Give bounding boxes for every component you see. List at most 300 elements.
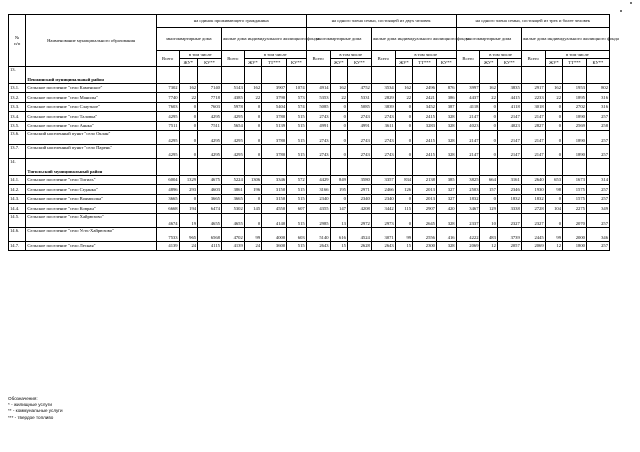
header-izhs-3: жилые дома индивидуального жилищного фонда (521, 28, 609, 51)
empty-cell (545, 67, 562, 84)
value-cell: 965 (179, 227, 197, 241)
value-cell: 7603 (198, 102, 222, 111)
value-cell: 2743 (306, 112, 330, 121)
empty-cell (221, 67, 244, 84)
value-cell: 3861 (221, 185, 244, 194)
value-cell: 0 (179, 102, 197, 111)
value-cell: 328 (436, 121, 456, 130)
row-number: 13.4. (9, 112, 26, 121)
value-cell: 4295 (198, 144, 222, 158)
header-tt: ТТ*** (262, 59, 287, 67)
value-cell: 2340 (306, 194, 330, 203)
value-cell: 0 (545, 213, 562, 227)
legend-notes (8, 396, 63, 421)
value-cell: 7140 (198, 84, 222, 93)
header-two-person-family: на одного члена семьи, состоящей из двух человек (306, 15, 456, 28)
value-cell: 4702 (221, 227, 244, 241)
empty-cell (306, 67, 330, 84)
value-cell: 1890 (563, 112, 587, 121)
settlement-name: Сельское поселение "село Усть-Хайрюзово" (26, 227, 156, 241)
value-cell: 1953 (563, 84, 587, 93)
value-cell: 2466 (371, 185, 395, 194)
value-cell: 0 (395, 121, 412, 130)
value-cell: 4674 (156, 213, 179, 227)
value-cell: 7740 (156, 93, 179, 102)
value-cell: 0 (545, 194, 562, 203)
value-cell: 3467 (456, 204, 480, 213)
empty-cell (287, 67, 307, 84)
value-cell: 0 (244, 121, 261, 130)
value-cell: 4295 (156, 144, 179, 158)
header-name: Наименование муниципального образования (26, 15, 156, 67)
tariff-table-sheet (8, 14, 619, 251)
empty-cell (371, 67, 395, 84)
settlement-name: Сельское поселение "село Хайрюзово" (26, 213, 156, 227)
table-row (9, 112, 610, 121)
settlement-name: Сельское поселение "село Седанка" (26, 185, 156, 194)
header-zhu: ЖУ* (480, 59, 497, 67)
value-cell: 4295 (221, 112, 244, 121)
value-cell: 574 (287, 102, 307, 111)
settlement-name: Сельское поселение "село Слаутное" (26, 102, 156, 111)
value-cell: 4208 (347, 204, 371, 213)
value-cell: 2340 (347, 194, 371, 203)
empty-cell (287, 158, 307, 175)
value-cell: 2147 (497, 144, 521, 158)
empty-cell (456, 158, 480, 175)
value-cell: 6004 (156, 175, 179, 184)
table-row (9, 102, 610, 111)
empty-cell (179, 158, 197, 175)
value-cell: 2421 (413, 93, 437, 102)
legend-tt: *** - твердое топливо (8, 414, 54, 420)
value-cell: 515 (287, 121, 307, 130)
value-cell: 2346 (497, 185, 521, 194)
value-cell: 2556 (413, 227, 437, 241)
value-cell: 1575 (563, 185, 587, 194)
value-cell: 0 (330, 144, 347, 158)
value-cell: 0 (545, 102, 562, 111)
value-cell: 4023 (497, 121, 521, 130)
value-cell: 2643 (371, 241, 395, 250)
value-cell: 616 (330, 227, 347, 241)
value-cell: 4655 (198, 213, 222, 227)
value-cell: 876 (436, 84, 456, 93)
row-number: 14.6. (9, 227, 26, 241)
value-cell: 162 (179, 84, 197, 93)
value-cell: 2415 (413, 130, 437, 144)
value-cell: 3665 (221, 194, 244, 203)
value-cell: 4118 (456, 102, 480, 111)
value-cell: 664 (480, 175, 497, 184)
value-cell: 328 (436, 241, 456, 250)
value-cell: 2985 (306, 213, 330, 227)
value-cell: 5139 (262, 121, 287, 130)
value-cell: 2569 (563, 121, 587, 130)
value-cell: 1895 (563, 93, 587, 102)
value-cell: 653 (545, 175, 562, 184)
value-cell: 349 (586, 204, 609, 213)
empty-cell (262, 67, 287, 84)
value-cell: 3018 (521, 102, 545, 111)
header-number: № п/п (9, 15, 26, 67)
value-cell: 4295 (198, 130, 222, 144)
empty-cell (347, 158, 371, 175)
value-cell: 328 (436, 112, 456, 121)
value-cell: 5978 (221, 102, 244, 111)
value-cell: 3835 (497, 84, 521, 93)
value-cell: 1800 (563, 241, 587, 250)
value-cell: 2415 (413, 112, 437, 121)
value-cell: 346 (586, 227, 609, 241)
header-including: в том числе (244, 51, 306, 59)
value-cell: 99 (395, 227, 412, 241)
row-number: 13.6. (9, 130, 26, 144)
value-cell: 0 (545, 112, 562, 121)
table-row (9, 93, 610, 102)
value-cell: 4295 (221, 144, 244, 158)
legend-title: Обозначения: (8, 396, 38, 401)
legend-zhu: * - жилищные услуги (8, 402, 52, 408)
value-cell: 126 (395, 185, 412, 194)
value-cell: 4655 (221, 213, 244, 227)
header-ku: КУ** (347, 59, 371, 67)
empty-cell (436, 158, 456, 175)
value-cell: 2147 (456, 130, 480, 144)
empty-cell (371, 158, 395, 175)
empty-cell (436, 67, 456, 84)
row-number: 14. (9, 158, 26, 175)
value-cell: 0 (545, 121, 562, 130)
header-zhu: ЖУ* (545, 59, 562, 67)
value-cell: 2327 (497, 213, 521, 227)
value-cell: 328 (436, 144, 456, 158)
value-cell: 2147 (497, 112, 521, 121)
header-total: Всего (221, 51, 244, 67)
value-cell: 257 (586, 130, 609, 144)
value-cell: 0 (179, 194, 197, 203)
value-cell: 3780 (262, 144, 287, 158)
value-cell: 4603 (198, 185, 222, 194)
value-cell: 1832 (456, 194, 480, 203)
empty-cell (179, 67, 197, 84)
value-cell: 2917 (521, 84, 545, 93)
row-number: 14.5. (9, 213, 26, 227)
value-cell: 4355 (306, 204, 330, 213)
value-cell: 316 (586, 102, 609, 111)
value-cell: 387 (436, 102, 456, 111)
empty-cell (198, 158, 222, 175)
value-cell: 2147 (456, 112, 480, 121)
value-cell: 1575 (563, 194, 587, 203)
value-cell: 7718 (198, 93, 222, 102)
header-zhu: ЖУ* (395, 59, 412, 67)
value-cell: 2971 (347, 185, 371, 194)
value-cell: 2147 (521, 144, 545, 158)
value-cell: 4675 (198, 175, 222, 184)
value-cell: 0 (330, 130, 347, 144)
header-including: в том числе (545, 51, 609, 59)
value-cell: 4140 (262, 213, 287, 227)
value-cell: 19 (179, 213, 197, 227)
value-cell: 0 (330, 102, 347, 111)
value-cell: 2340 (371, 194, 395, 203)
empty-cell (563, 67, 587, 84)
value-cell: 4139 (221, 241, 244, 250)
value-cell: 416 (436, 227, 456, 241)
settlement-name: Сельский населенный пункт "село Парень" (26, 144, 156, 158)
table-row (9, 185, 610, 194)
value-cell: 3600 (262, 241, 287, 250)
value-cell: 2138 (413, 175, 437, 184)
value-cell: 4295 (156, 112, 179, 121)
value-cell: 2069 (456, 241, 480, 250)
value-cell: 2327 (521, 213, 545, 227)
value-cell: 293 (179, 185, 197, 194)
value-cell: 5143 (221, 84, 244, 93)
header-single-citizen: на одинок проживающего гражданина (156, 15, 306, 28)
section-name: Пенжинский муниципальный район (26, 67, 156, 84)
header-ku: КУ** (497, 59, 521, 67)
value-cell: 386 (436, 93, 456, 102)
value-cell: 0 (395, 102, 412, 111)
settlement-name: Сельское поселение "село Лесная" (26, 241, 156, 250)
value-cell: 22 (395, 93, 412, 102)
value-cell: 3150 (262, 185, 287, 194)
tariff-table (8, 14, 619, 251)
value-cell: 7533 (156, 227, 179, 241)
value-cell: 3780 (262, 130, 287, 144)
empty-cell (497, 67, 521, 84)
value-cell: 2743 (347, 130, 371, 144)
value-cell: 3161 (497, 175, 521, 184)
row-number: 14.4. (9, 204, 26, 213)
header-mkd-3: многоквартирные дома (456, 28, 521, 51)
value-cell: 7603 (156, 102, 179, 111)
value-cell: 3839 (371, 102, 395, 111)
empty-cell (221, 158, 244, 175)
value-cell: 12 (545, 241, 562, 250)
value-cell: 2233 (521, 93, 545, 102)
value-cell: 2147 (521, 112, 545, 121)
settlement-name: Сельское поселение "село Аянка" (26, 121, 156, 130)
value-cell: 2013 (413, 185, 437, 194)
value-cell: 104 (545, 204, 562, 213)
value-cell: 0 (244, 112, 261, 121)
value-cell: 1890 (563, 130, 587, 144)
empty-cell (395, 158, 412, 175)
value-cell: 3611 (371, 121, 395, 130)
value-cell: 5302 (221, 204, 244, 213)
header-tt: ТТ*** (563, 59, 587, 67)
table-section-row (9, 67, 610, 84)
value-cell: 3997 (456, 84, 480, 93)
empty-cell (198, 67, 222, 84)
value-cell: 2013 (413, 194, 437, 203)
empty-cell (521, 67, 545, 84)
value-cell: 5331 (347, 93, 371, 102)
value-cell: 314 (586, 175, 609, 184)
row-number: 14.3. (9, 194, 26, 203)
header-mkd-1: многоквартирные дома (156, 28, 221, 51)
empty-cell (395, 67, 412, 84)
value-cell: 4295 (156, 130, 179, 144)
value-cell: 7302 (156, 84, 179, 93)
header-ku: КУ** (287, 59, 307, 67)
value-cell: 194 (179, 204, 197, 213)
settlement-name: Сельское поселение "село Манилы" (26, 93, 156, 102)
value-cell: 1930 (521, 185, 545, 194)
value-cell: 2743 (371, 112, 395, 121)
header-zhu: ЖУ* (330, 59, 347, 67)
value-cell: 10 (480, 213, 497, 227)
value-cell: 0 (330, 112, 347, 121)
header-including: в том числе (480, 51, 521, 59)
value-cell: 515 (287, 213, 307, 227)
empty-cell (521, 158, 545, 175)
row-number: 14.7. (9, 241, 26, 250)
row-number: 13. (9, 67, 26, 84)
value-cell: 4524 (347, 227, 371, 241)
value-cell: 22 (480, 93, 497, 102)
table-row (9, 227, 610, 241)
value-cell: 2070 (563, 213, 587, 227)
value-cell: 4429 (306, 175, 330, 184)
scan-speck (630, 2, 632, 4)
value-cell: 147 (330, 204, 347, 213)
value-cell: 0 (330, 194, 347, 203)
value-cell: 3071 (371, 227, 395, 241)
value-cell: 3283 (413, 121, 437, 130)
header-zhu: ЖУ* (244, 59, 261, 67)
table-row (9, 213, 610, 227)
value-cell: 802 (586, 84, 609, 93)
value-cell: 515 (287, 185, 307, 194)
value-cell: 4991 (347, 121, 371, 130)
header-including: в том числе (179, 51, 221, 59)
value-cell: 607 (287, 204, 307, 213)
value-cell: 2496 (413, 84, 437, 93)
header-total: Всего (456, 51, 480, 67)
value-cell: 2503 (456, 185, 480, 194)
header-ku: КУ** (436, 59, 456, 67)
value-cell: 196 (244, 185, 261, 194)
value-cell: 0 (244, 194, 261, 203)
empty-cell (545, 158, 562, 175)
value-cell: 257 (586, 241, 609, 250)
row-number: 13.1. (9, 84, 26, 93)
empty-cell (156, 158, 179, 175)
value-cell: 162 (480, 84, 497, 93)
value-cell: 3534 (371, 84, 395, 93)
empty-cell (244, 158, 261, 175)
value-cell: 1673 (563, 175, 587, 184)
value-cell: 5404 (262, 102, 287, 111)
value-cell: 0 (480, 130, 497, 144)
empty-cell (456, 67, 480, 84)
value-cell: 4991 (306, 121, 330, 130)
header-total: Всего (306, 51, 330, 67)
value-cell: 2643 (306, 241, 330, 250)
value-cell: 0 (480, 112, 497, 121)
value-cell: 2000 (563, 227, 587, 241)
value-cell: 515 (287, 130, 307, 144)
value-cell: 1832 (497, 194, 521, 203)
value-cell: 515 (287, 241, 307, 250)
value-cell: 0 (545, 130, 562, 144)
value-cell: 2743 (371, 130, 395, 144)
value-cell: 3150 (262, 194, 287, 203)
value-cell: 15 (330, 241, 347, 250)
value-cell: 257 (586, 194, 609, 203)
value-cell: 99 (244, 227, 261, 241)
value-cell: 0 (244, 130, 261, 144)
value-cell: 3780 (262, 112, 287, 121)
row-number: 13.5. (9, 121, 26, 130)
value-cell: 572 (287, 175, 307, 184)
empty-cell (244, 67, 261, 84)
value-cell: 316 (586, 93, 609, 102)
settlement-name: Сельское поселение "село Воямполка" (26, 194, 156, 203)
value-cell: 4437 (456, 93, 480, 102)
value-cell: 483 (480, 227, 497, 241)
value-cell: 24 (179, 241, 197, 250)
value-cell: 6668 (156, 204, 179, 213)
value-cell: 420 (436, 204, 456, 213)
value-cell: 115 (395, 204, 412, 213)
settlement-name: Сельский населенный пункт "село Оклан" (26, 130, 156, 144)
header-tt: ТТ*** (413, 59, 437, 67)
value-cell: 515 (287, 112, 307, 121)
empty-cell (480, 158, 497, 175)
value-cell: 4385 (221, 93, 244, 102)
value-cell: 2743 (306, 144, 330, 158)
settlement-name: Сельское поселение "село Каменское" (26, 84, 156, 93)
empty-cell (330, 67, 347, 84)
value-cell: 4295 (221, 130, 244, 144)
value-cell: 2300 (413, 241, 437, 250)
value-cell: 3442 (371, 204, 395, 213)
value-cell: 3452 (413, 102, 437, 111)
header-three-plus-family: на одного члена семьи, состоящей из трех и более человек (456, 15, 609, 28)
row-number: 13.2. (9, 93, 26, 102)
value-cell: 2628 (347, 241, 371, 250)
value-cell: 4896 (156, 185, 179, 194)
value-cell: 162 (545, 84, 562, 93)
value-cell: 0 (395, 144, 412, 158)
value-cell: 0 (244, 213, 261, 227)
value-cell: 0 (480, 121, 497, 130)
value-cell: 22 (330, 93, 347, 102)
value-cell: 195 (330, 185, 347, 194)
value-cell: 162 (330, 84, 347, 93)
value-cell: 2743 (347, 112, 371, 121)
value-cell: 3166 (306, 185, 330, 194)
empty-cell (156, 67, 179, 84)
value-cell: 257 (586, 213, 609, 227)
value-cell: 0 (395, 112, 412, 121)
value-cell: 4222 (456, 227, 480, 241)
value-cell: 2415 (413, 144, 437, 158)
header-total: Всего (521, 51, 545, 67)
empty-cell (413, 67, 437, 84)
value-cell: 15 (395, 241, 412, 250)
empty-cell (497, 158, 521, 175)
section-name: Тигильский муниципальный район (26, 158, 156, 175)
header-total: Всего (156, 51, 179, 67)
value-cell: 2337 (456, 213, 480, 227)
value-cell: 0 (395, 194, 412, 203)
